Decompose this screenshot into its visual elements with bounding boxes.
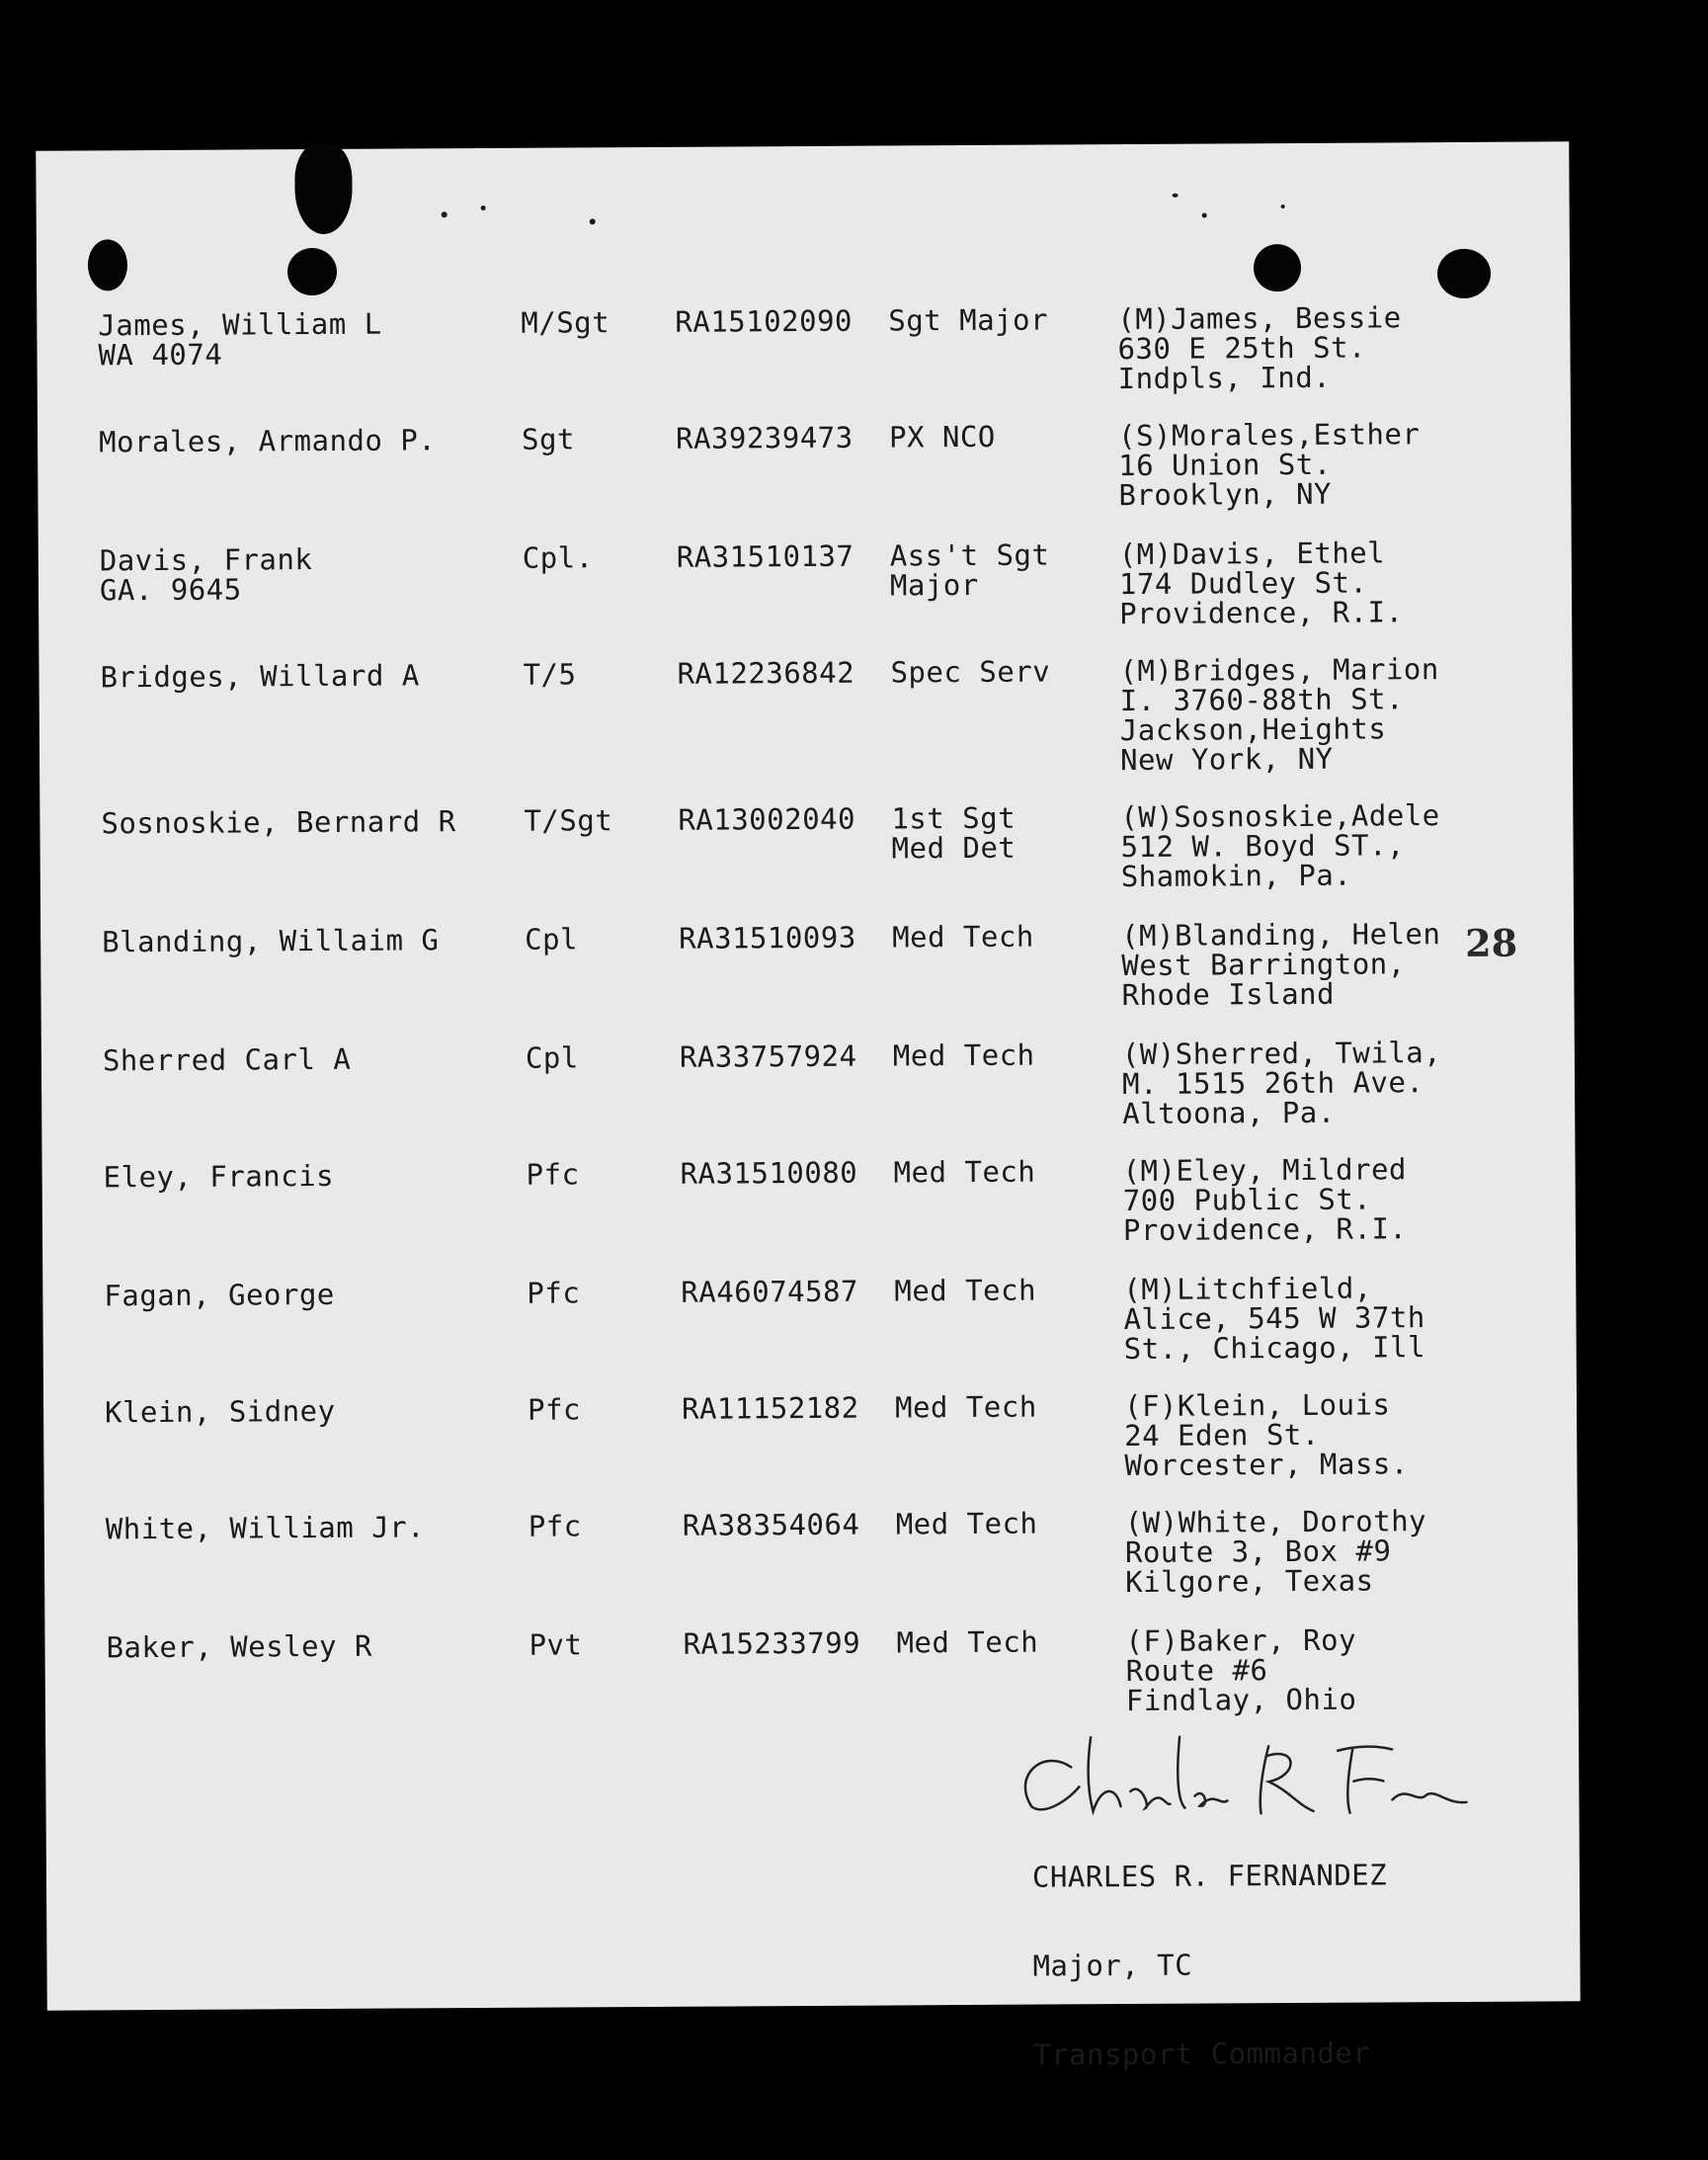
next-of-kin-address <box>1117 417 1421 513</box>
soldier-name-line: Klein, Sidney <box>104 1393 336 1430</box>
speck <box>1173 194 1179 198</box>
duty-assignment-line: Med Tech <box>892 919 1034 955</box>
next-of-kin-address <box>1121 1036 1442 1131</box>
soldier-rank: Pvt <box>529 1627 583 1662</box>
next-of-kin-address-line: Providence, R.I. <box>1119 595 1404 631</box>
next-of-kin-address-line: 512 W. Boyd ST., <box>1120 828 1406 865</box>
soldier-rank: T/5 <box>523 657 577 692</box>
next-of-kin-address-line: (M)Litchfield, <box>1123 1271 1372 1307</box>
serial-number: RA31510137 <box>676 539 854 574</box>
next-of-kin-address-line: I. 3760-88th St. <box>1119 682 1405 718</box>
duty-assignment-line: Med Tech <box>892 1038 1035 1073</box>
soldier-name-line: Blanding, Willaim G <box>102 923 440 959</box>
serial-number: RA46074587 <box>681 1274 859 1309</box>
punch-hole-left-2 <box>287 248 337 295</box>
next-of-kin-address-line: Findlay, Ohio <box>1125 1682 1357 1718</box>
next-of-kin-address-line: Brooklyn, NY <box>1118 476 1333 513</box>
soldier-name <box>100 658 420 695</box>
soldier-name <box>103 1158 335 1195</box>
next-of-kin-address-line: (M)Blanding, Helen <box>1121 917 1441 954</box>
soldier-name-line: GA. 9645 <box>99 572 242 608</box>
next-of-kin-address-line: (W)White, Dorothy <box>1124 1504 1427 1540</box>
next-of-kin-address-line: 630 E 25th St. <box>1117 330 1367 367</box>
signer-name: CHARLES R. FERNANDEZ <box>1031 1858 1388 1894</box>
soldier-name-line: Fagan, George <box>104 1277 335 1313</box>
soldier-name-line: Eley, Francis <box>103 1158 335 1195</box>
next-of-kin-address <box>1123 1387 1409 1483</box>
soldier-rank: Pfc <box>526 1157 580 1192</box>
soldier-name <box>99 425 436 457</box>
serial-number: RA15102090 <box>675 303 854 339</box>
next-of-kin-address-line: Jackson,Heights <box>1119 711 1387 748</box>
signature-block <box>1031 1800 1388 2128</box>
soldier-rank: Cpl. <box>522 540 594 575</box>
next-of-kin-address <box>1121 917 1441 1013</box>
soldier-name-line: Sosnoskie, Bernard R <box>101 804 456 841</box>
roster-row <box>37 300 1570 396</box>
torn-edge-mark <box>294 143 353 234</box>
duty-assignment <box>890 654 1051 690</box>
speck <box>442 211 447 217</box>
soldier-name-line: White, William Jr. <box>105 1510 426 1546</box>
next-of-kin-address-line: (M)Eley, Mildred <box>1122 1152 1408 1189</box>
duty-assignment-line: Major <box>889 567 979 603</box>
next-of-kin-address-line: (M)Davis, Ethel <box>1118 536 1386 572</box>
duty-assignment <box>892 919 1034 955</box>
next-of-kin-address-line: Rhode Island <box>1121 976 1336 1013</box>
soldier-name-line: WA 4074 <box>98 337 223 373</box>
soldier-name-line: Bridges, Willard A <box>100 658 420 695</box>
next-of-kin-address-line: 24 Eden St. <box>1124 1417 1320 1454</box>
next-of-kin-address-line: (M)Bridges, Marion <box>1119 652 1439 689</box>
next-of-kin-address-line: St., Chicago, Ill <box>1123 1330 1426 1367</box>
duty-assignment <box>894 1389 1037 1425</box>
duty-assignment <box>893 1154 1036 1190</box>
soldier-name <box>99 542 313 608</box>
soldier-name-line: Davis, Frank <box>99 542 313 578</box>
next-of-kin-address-line: Altoona, Pa. <box>1122 1095 1336 1131</box>
soldier-name <box>104 1277 335 1313</box>
soldier-rank: Pfc <box>527 1276 581 1310</box>
next-of-kin-address-line: Worcester, Mass. <box>1124 1447 1409 1483</box>
soldier-name-line: Morales, Armando P. <box>98 423 437 459</box>
next-of-kin-address-line: Shamokin, Pa. <box>1120 858 1352 894</box>
duty-assignment <box>888 302 1049 338</box>
soldier-name <box>101 804 456 841</box>
soldier-rank: M/Sgt <box>521 305 610 340</box>
next-of-kin-address-line: (F)Baker, Roy <box>1125 1622 1357 1659</box>
roster-row <box>43 1387 1577 1483</box>
serial-number: RA11152182 <box>681 1390 859 1426</box>
duty-assignment <box>889 538 1050 603</box>
roster-row <box>41 1036 1575 1131</box>
roster-row <box>44 1622 1578 1718</box>
soldier-name <box>102 1041 352 1078</box>
duty-assignment-line: Med Tech <box>894 1273 1037 1308</box>
serial-number: RA15233799 <box>683 1625 861 1661</box>
duty-assignment-line: Med Tech <box>893 1154 1036 1190</box>
next-of-kin-address-line: Route #6 <box>1125 1653 1268 1689</box>
duty-assignment <box>895 1506 1038 1541</box>
soldier-name <box>102 923 440 959</box>
soldier-rank: Sgt <box>521 422 576 457</box>
soldier-name <box>106 1628 373 1665</box>
speck <box>590 218 596 224</box>
soldier-rank: Cpl <box>525 1040 579 1075</box>
next-of-kin-address-line: (W)Sosnoskie,Adele <box>1120 798 1440 835</box>
serial-number: RA12236842 <box>677 655 855 691</box>
duty-assignment-line: Sgt Major <box>888 302 1049 338</box>
serial-number: RA33757924 <box>679 1038 857 1074</box>
serial-number: RA39239473 <box>675 420 854 456</box>
punch-hole-right <box>1254 244 1301 291</box>
page-number: 28 <box>1465 920 1518 965</box>
soldier-name <box>105 1510 426 1546</box>
next-of-kin-address-line: Providence, R.I. <box>1122 1211 1408 1248</box>
signer-rank: Major, TC <box>1032 1948 1193 1983</box>
next-of-kin-address-line: West Barrington, <box>1121 947 1406 983</box>
next-of-kin-address-line: (W)Sherred, Twila, <box>1121 1036 1442 1072</box>
next-of-kin-address-line: Alice, 545 W 37th <box>1123 1300 1425 1337</box>
duty-assignment-line: 1st Sgt <box>891 800 1017 836</box>
roster-row <box>39 652 1572 778</box>
roster-row <box>44 1504 1578 1600</box>
duty-assignment <box>894 1273 1037 1308</box>
serial-number: RA38354064 <box>682 1507 860 1542</box>
punch-hole-left <box>88 239 127 291</box>
soldier-name <box>98 306 382 373</box>
speck <box>1281 205 1285 208</box>
next-of-kin-address-line: (S)Morales,Esther <box>1117 417 1421 454</box>
duty-assignment-line: PX NCO <box>888 419 996 455</box>
next-of-kin-address <box>1118 536 1404 631</box>
duty-assignment <box>896 1624 1039 1660</box>
next-of-kin-address <box>1125 1622 1357 1718</box>
soldier-rank: Pfc <box>528 1509 582 1543</box>
next-of-kin-address-line: M. 1515 26th Ave. <box>1121 1065 1424 1102</box>
duty-assignment <box>891 800 1017 866</box>
speck <box>1202 213 1207 218</box>
signer-title: Transport Commander <box>1032 2035 1371 2072</box>
next-of-kin-address-line: New York, NY <box>1119 741 1334 778</box>
duty-assignment <box>888 419 996 455</box>
soldier-name-line: Baker, Wesley R <box>106 1628 373 1665</box>
next-of-kin-address-line: Kilgore, Texas <box>1125 1563 1374 1600</box>
roster-row <box>42 1152 1576 1248</box>
roster-row <box>42 1271 1576 1367</box>
next-of-kin-address-line: 174 Dudley St. <box>1118 565 1368 602</box>
soldier-rank: T/Sgt <box>524 803 613 838</box>
duty-assignment-line: Spec Serv <box>890 654 1051 690</box>
next-of-kin-address-line: (M)James, Bessie <box>1117 300 1402 337</box>
next-of-kin-address <box>1120 798 1440 894</box>
next-of-kin-address <box>1124 1504 1427 1600</box>
document-page <box>36 141 1580 2072</box>
soldier-rank: Pfc <box>527 1392 582 1427</box>
roster-row <box>39 536 1572 631</box>
duty-assignment-line: Med Det <box>891 830 1017 866</box>
soldier-rank: Cpl <box>525 922 579 956</box>
soldier-name-line: James, William L <box>98 306 382 343</box>
next-of-kin-address <box>1117 300 1402 396</box>
serial-number: RA31510080 <box>680 1155 858 1191</box>
duty-assignment-line: Med Tech <box>894 1389 1037 1425</box>
next-of-kin-address-line: (F)Klein, Louis <box>1123 1387 1391 1424</box>
next-of-kin-address <box>1122 1152 1408 1248</box>
duty-assignment-line: Med Tech <box>895 1506 1038 1541</box>
roster-row <box>38 417 1571 513</box>
duty-assignment <box>893 1040 1035 1071</box>
next-of-kin-address <box>1123 1271 1426 1367</box>
punch-hole-right-2 <box>1437 249 1491 298</box>
duty-assignment-line: Ass't Sgt <box>889 538 1050 573</box>
roster-row <box>40 798 1573 894</box>
next-of-kin-address-line: Indpls, Ind. <box>1117 360 1332 396</box>
soldier-name-line: Sherred Carl A <box>102 1041 352 1078</box>
next-of-kin-address <box>1119 652 1439 778</box>
next-of-kin-address-line: Route 3, Box #9 <box>1124 1534 1392 1570</box>
next-of-kin-address-line: 16 Union St. <box>1118 447 1332 483</box>
soldier-name <box>104 1393 336 1430</box>
speck <box>481 206 486 210</box>
serial-number: RA31510093 <box>679 920 856 955</box>
duty-assignment-line: Med Tech <box>896 1624 1039 1660</box>
next-of-kin-address-line: 700 Public St. <box>1122 1182 1372 1218</box>
serial-number: RA13002040 <box>678 801 856 837</box>
